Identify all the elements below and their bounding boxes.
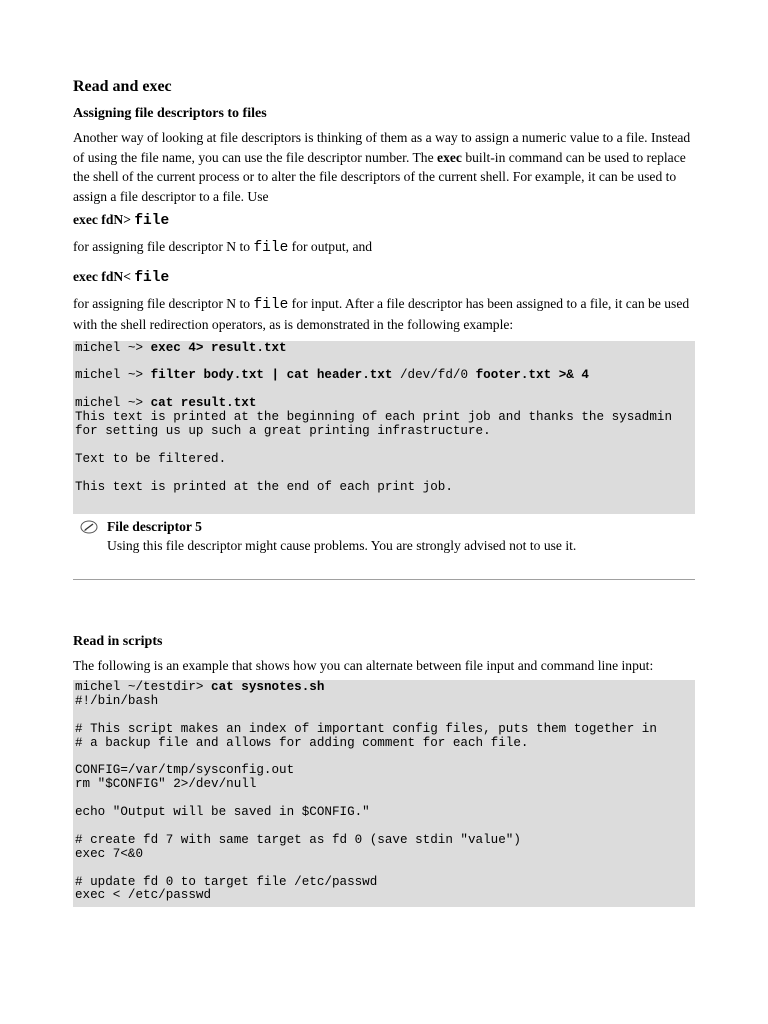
code-output-line: for setting us up such a great printing infrastructure. bbox=[75, 423, 491, 438]
note-text: Using this file descriptor might cause problems. You are strongly advised not to use it. bbox=[107, 538, 577, 554]
script-code-line bbox=[75, 750, 693, 764]
script-lines bbox=[75, 695, 693, 904]
intro-paragraph bbox=[73, 128, 695, 206]
script-code-line: # This script makes an index of important config files, puts them together in bbox=[75, 721, 657, 736]
code-example-script bbox=[73, 680, 695, 907]
code-command: exec 4> result.txt bbox=[150, 340, 287, 355]
exec-input-syntax bbox=[73, 269, 695, 286]
code-output-line: This text is printed at the end of each print job. bbox=[75, 479, 453, 494]
section-title-read-in-scripts: Read in scripts bbox=[73, 634, 163, 650]
code-device-path: /dev/fd/0 bbox=[399, 368, 469, 383]
code-command: footer.txt >& 4 bbox=[468, 368, 589, 383]
note-title: File descriptor 5 bbox=[107, 519, 202, 535]
exec-input-file: file bbox=[134, 269, 170, 286]
exec-output-syntax bbox=[73, 212, 695, 229]
script-code-line: exec < /etc/passwd bbox=[75, 888, 212, 903]
code-line bbox=[75, 369, 693, 383]
exec-output-prefix: exec fdN> bbox=[73, 212, 135, 227]
script-code-line bbox=[75, 862, 693, 876]
script-code-line: CONFIG=/var/tmp/sysconfig.out bbox=[75, 763, 295, 778]
section-divider bbox=[73, 579, 695, 580]
subsection-title-assigning-fds: Assigning file descriptors to files bbox=[73, 106, 267, 121]
code-line bbox=[75, 397, 693, 411]
output-desc-file: file bbox=[253, 240, 289, 256]
code-output-line: This text is printed at the beginning of each print job and thanks the sysadmin bbox=[75, 410, 673, 424]
document-content bbox=[73, 78, 695, 907]
code-command: cat result.txt bbox=[150, 396, 257, 411]
script-code-line bbox=[75, 792, 693, 806]
intro-text-b: built-in command can be used to replace the shell of the current process or to alter the file descriptors of the current shell. For example, it can be used to assign a file descriptor to a file. Use bbox=[73, 149, 686, 204]
input-desc-a: for assigning file descriptor N to bbox=[73, 295, 254, 311]
exec-output-file: file bbox=[134, 213, 170, 229]
note-box bbox=[73, 517, 695, 555]
shell-prompt: michel ~/testdir> bbox=[75, 679, 212, 694]
code-command: cat sysnotes.sh bbox=[211, 679, 325, 694]
script-code-line: # a backup file and allows for adding comment for each file. bbox=[75, 735, 529, 750]
scripts-intro-paragraph: The following is an example that shows how you can alternate between file input and command line input: bbox=[73, 658, 654, 674]
section-title-read-and-exec: Read and exec bbox=[73, 78, 172, 95]
input-desc-b: for input. After a file descriptor has been assigned to a file, it can be used with the shell redirection operators, as is demonstrated in the following example: bbox=[73, 295, 690, 332]
exec-keyword: exec bbox=[437, 149, 462, 165]
shell-prompt: michel ~> bbox=[75, 340, 151, 355]
script-code-line: echo "Output will be saved in $CONFIG." bbox=[75, 805, 370, 820]
script-code-line: rm "$CONFIG" 2>/dev/null bbox=[75, 777, 257, 792]
script-code-line: # create fd 7 with same target as fd 0 (save stdin "value") bbox=[75, 832, 521, 847]
code-example-exec bbox=[73, 341, 695, 515]
script-code-line: # update fd 0 to target file /etc/passwd bbox=[75, 874, 378, 889]
script-code-line: #!/bin/bash bbox=[75, 693, 159, 708]
code-line bbox=[75, 681, 693, 695]
exec-input-prefix: exec fdN< bbox=[73, 268, 135, 284]
output-desc-a: for assigning file descriptor N to bbox=[73, 239, 254, 254]
script-code-line bbox=[75, 709, 693, 723]
script-code-line: exec 7<&0 bbox=[75, 846, 144, 861]
code-line bbox=[75, 342, 693, 356]
intro-text-a: Another way of looking at file descriptors is thinking of them as a way to assign a numeric value to a file. Instead of using the file name, you can use the file descriptor number. The bbox=[73, 130, 691, 165]
shell-prompt: michel ~> bbox=[75, 396, 151, 411]
code-command: filter body.txt | cat header.txt bbox=[150, 368, 400, 383]
input-desc-file: file bbox=[253, 296, 289, 313]
script-code-line bbox=[75, 820, 693, 834]
input-description bbox=[73, 294, 695, 335]
output-desc-b: for output, and bbox=[288, 239, 373, 254]
output-description bbox=[73, 237, 695, 259]
code-output-line: Text to be filtered. bbox=[75, 451, 227, 466]
shell-prompt: michel ~> bbox=[75, 368, 151, 383]
note-pen-icon bbox=[80, 520, 98, 534]
